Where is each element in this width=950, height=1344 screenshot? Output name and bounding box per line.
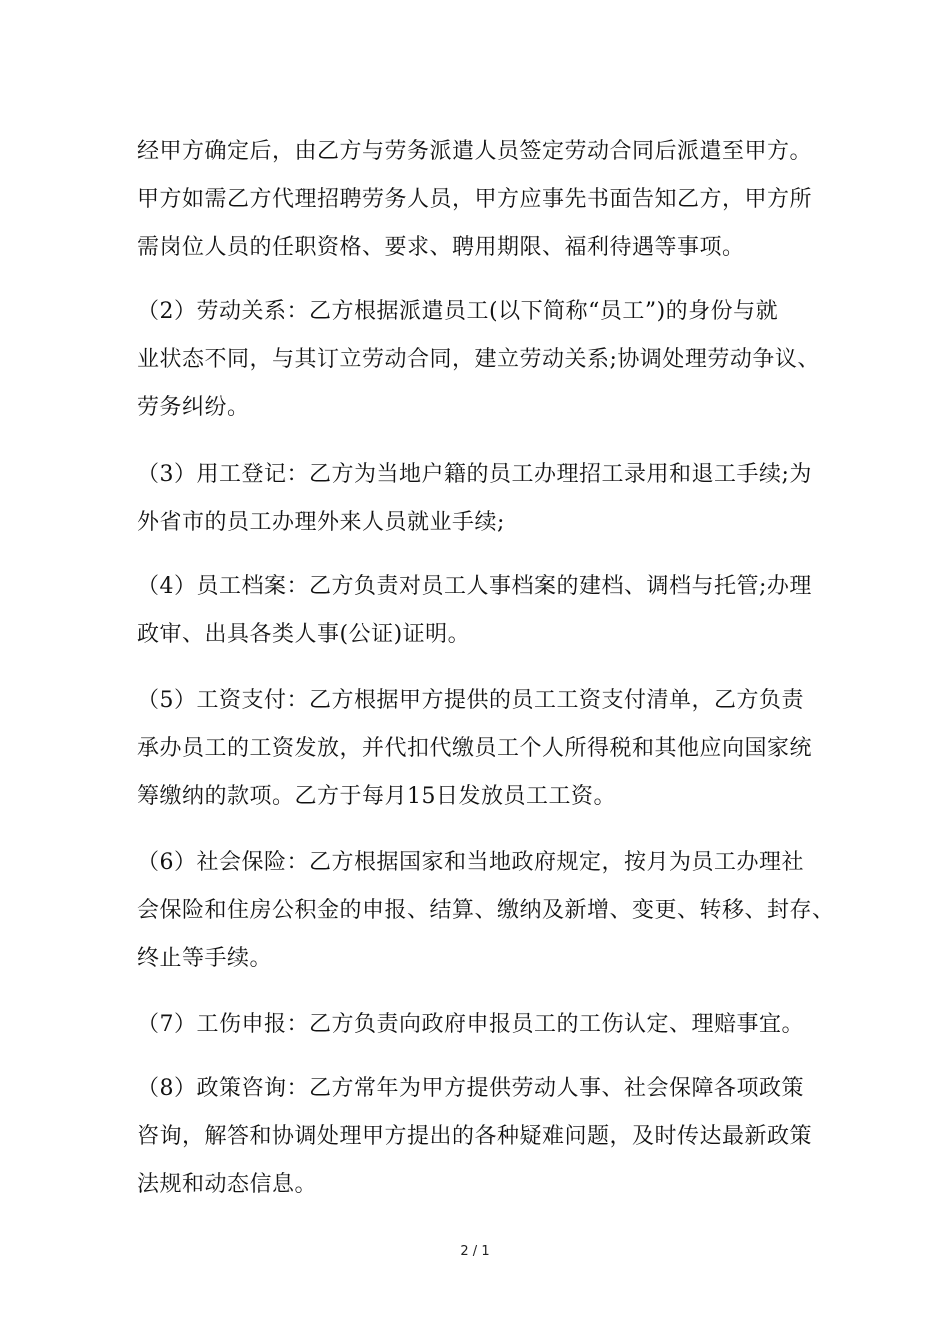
text-line: 经甲方确定后，由乙方与劳务派遣人员签定劳动合同后派遣至甲方。 [137, 139, 813, 164]
text-line: 承办员工的工资发放，并代扣代缴员工个人所得税和其他应向国家统 [137, 736, 813, 761]
text-line: （5）工资支付：乙方根据甲方提供的员工工资支付清单，乙方负责 [137, 688, 804, 713]
text-line: （4）员工档案：乙方负责对员工人事档案的建档、调档与托管;办理 [137, 574, 812, 599]
text-line: （3）用工登记：乙方为当地户籍的员工办理招工录用和退工手续;为 [137, 462, 812, 487]
text-line: 会保险和住房公积金的申报、结算、缴纳及新增、变更、转移、封存、 [137, 898, 835, 923]
text-line: （6）社会保险：乙方根据国家和当地政府规定，按月为员工办理社 [137, 850, 804, 875]
text-line: 筹缴纳的款项。乙方于每月15日发放员工工资。 [137, 784, 616, 809]
text-line: （8）政策咨询：乙方常年为甲方提供劳动人事、社会保障各项政策 [137, 1076, 804, 1101]
text-line: 法规和动态信息。 [137, 1172, 318, 1197]
text-line: 终止等手续。 [137, 946, 273, 971]
text-line: （7）工伤申报：乙方负责向政府申报员工的工伤认定、理赔事宜。 [137, 1012, 804, 1037]
text-line: 外省市的员工办理外来人员就业手续; [137, 510, 505, 535]
text-line: 政审、出具各类人事(公证)证明。 [137, 622, 471, 647]
text-line: （2）劳动关系：乙方根据派遣员工(以下简称“员工”)的身份与就 [137, 299, 779, 324]
text-line: 需岗位人员的任职资格、要求、聘用期限、福利待遇等事项。 [137, 235, 745, 260]
page-number: 2 / 1 [460, 1244, 490, 1259]
text-line: 业状态不同，与其订立劳动合同，建立劳动关系;协调处理劳动争议、 [137, 347, 820, 372]
text-line: 甲方如需乙方代理招聘劳务人员，甲方应事先书面告知乙方，甲方所 [137, 187, 813, 212]
text-line: 劳务纠纷。 [137, 395, 250, 420]
text-line: 咨询，解答和协调处理甲方提出的各种疑难问题，及时传达最新政策 [137, 1124, 813, 1149]
